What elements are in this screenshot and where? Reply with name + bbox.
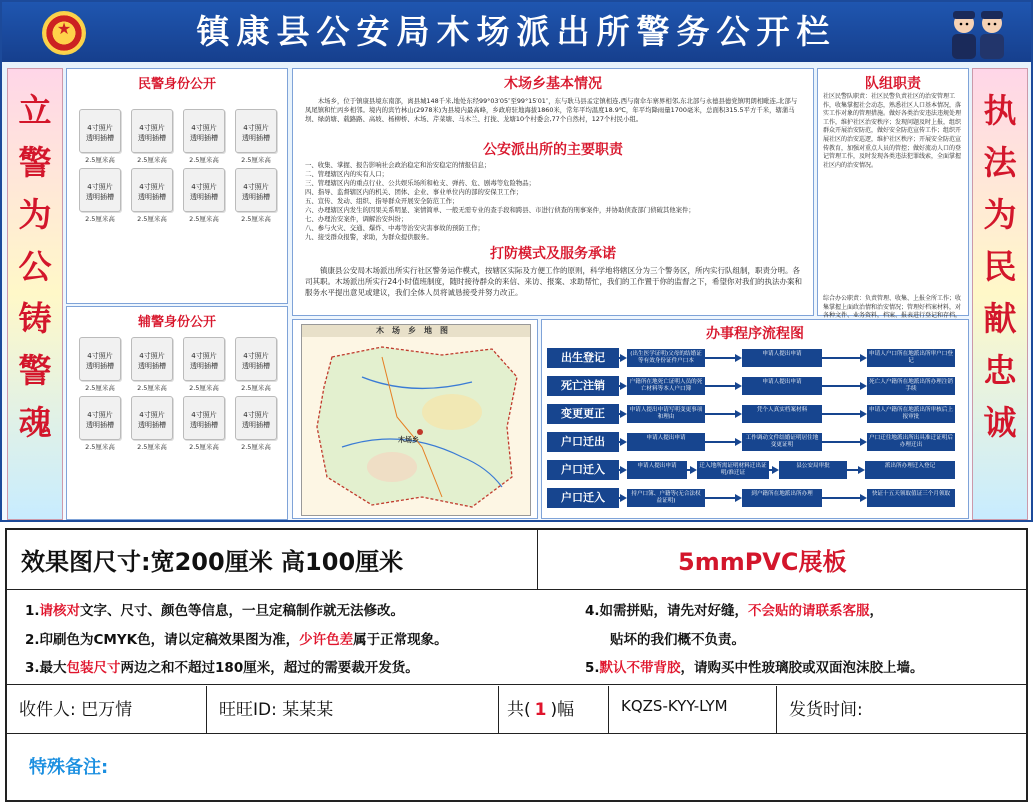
police-identity-panel [66, 68, 288, 304]
photo-placeholder [131, 396, 173, 440]
arrow-right-icon [620, 494, 627, 502]
flow-connector [822, 357, 860, 359]
slogan-char: 执 [983, 91, 1017, 130]
duty-item: 四、指导、监督辖区内的机关、团体、企业、事业单位内的部的安保卫工作； [305, 188, 523, 196]
arrow-right-icon [690, 466, 697, 474]
slogan-char: 公 [18, 247, 52, 286]
arrow-right-icon [860, 494, 867, 502]
duty-item: 九、接受群众报警，求助，为群众提供服务。 [305, 233, 433, 241]
flow-row [547, 432, 963, 452]
photo-placeholder [79, 109, 121, 153]
slogan-char: 诚 [983, 403, 1017, 442]
flow-connector [705, 497, 735, 499]
flow-step: (出生医学证明)父母的结婚证等有效身份证件户口本 [627, 349, 705, 367]
photo-slot [179, 337, 229, 392]
arrow-right-icon [620, 438, 627, 446]
map-township-label: 木场乡 [398, 436, 419, 444]
flow-step: 持户口簿、户籍等(无合法权益证明) [627, 489, 705, 507]
team-title: 队组职责 [865, 76, 921, 92]
flow-step: 申请人提出申请 [627, 461, 687, 479]
township-map [302, 337, 530, 515]
duty-item: 六、办理辖区内发生的因果关系明显、案情简单、一般无需专业的查手段和跨县、市进行侦查的刑事案件，并协助侦查部门侦破其他案件； [305, 206, 695, 214]
photo-line-2: 透明插槽 [86, 421, 114, 429]
police-photo-grid [75, 109, 281, 223]
slogan-char: 魂 [18, 403, 52, 442]
photo-slot [75, 168, 125, 223]
flow-step: 户籍所在地死亡证明人员的死亡材料等本人户口簿 [627, 377, 705, 395]
photo-size: 2.5厘米高 [85, 443, 115, 451]
ship-time: 发货时间: [789, 700, 863, 720]
photo-slot [231, 337, 281, 392]
flow-label: 出生登记 [547, 348, 619, 368]
divider [537, 530, 538, 590]
photo-slot [75, 109, 125, 164]
photo-line-1: 4寸照片 [139, 183, 165, 191]
photo-line-2: 透明插槽 [242, 193, 270, 201]
photo-slot [231, 109, 281, 164]
duty-list [305, 161, 803, 242]
flow-connector [705, 385, 735, 387]
recipient: 收件人: 巴万情 [7, 686, 207, 734]
photo-line-2: 透明插槽 [86, 193, 114, 201]
photo-size: 2.5厘米高 [241, 215, 271, 223]
note-highlight: 不会贴的请联系客服 [748, 603, 870, 619]
photo-slot [179, 168, 229, 223]
order-code: KQZS-KYY-LYM [609, 686, 777, 734]
wangwang-id: 旺旺ID: 某某某 [207, 686, 499, 734]
promise-title: 打防模式及服务承诺 [490, 246, 616, 262]
photo-line-2: 透明插槽 [138, 421, 166, 429]
photo-size: 2.5厘米高 [85, 384, 115, 392]
note-highlight: 包装尺寸 [66, 660, 121, 676]
duties-title: 公安派出所的主要职责 [483, 142, 623, 158]
photo-line-2: 透明插槽 [242, 134, 270, 142]
flow-label: 户口迁入 [547, 460, 619, 480]
photo-slot [75, 396, 125, 451]
arrow-right-icon [620, 466, 627, 474]
note-5 [585, 656, 924, 676]
flow-label: 变更更正 [547, 404, 619, 424]
photo-line-1: 4寸照片 [87, 411, 113, 419]
photo-size: 2.5厘米高 [189, 156, 219, 164]
flow-step: 申请人提出申请 [627, 433, 705, 451]
aux-identity-title: 辅警身份公开 [137, 315, 216, 330]
arrow-right-icon [860, 410, 867, 418]
flow-connector [822, 413, 860, 415]
photo-line-2: 透明插槽 [138, 134, 166, 142]
slogan-char: 铸 [18, 299, 52, 338]
photo-placeholder [79, 168, 121, 212]
photo-placeholder [131, 109, 173, 153]
duty-item: 二、管理辖区内的实有人口； [305, 170, 389, 178]
photo-size: 2.5厘米高 [189, 215, 219, 223]
slogan-char: 警 [18, 351, 52, 390]
photo-line-1: 4寸照片 [87, 124, 113, 132]
duty-item: 八、参与火灾、交通、爆炸、中毒等治安灾害事故的预防工作； [305, 224, 484, 232]
photo-line-1: 4寸照片 [139, 411, 165, 419]
photo-slot [127, 109, 177, 164]
flow-step: 迁入地所需证明材料迁出证明/准迁证 [697, 461, 769, 479]
notes [7, 591, 1026, 685]
arrow-right-icon [620, 354, 627, 362]
arrow-right-icon [858, 466, 865, 474]
photo-placeholder [131, 168, 173, 212]
flow-row [547, 488, 963, 508]
flow-step: 申请人提出申请写明变更事项和理由 [627, 405, 705, 423]
flow-panel [541, 319, 969, 519]
photo-line-1: 4寸照片 [243, 411, 269, 419]
slogan-char: 法 [983, 143, 1017, 182]
arrow-right-icon [735, 410, 742, 418]
flow-step: 凭个人真实档案材料 [742, 405, 822, 423]
slogan-char: 民 [983, 247, 1017, 286]
photo-slot [179, 396, 229, 451]
arrow-right-icon [620, 410, 627, 418]
flow-step: 县公安局审批 [779, 461, 847, 479]
flow-step: 户口迁往地派出所出具准迁证明后办理迁出 [867, 433, 955, 451]
note-text: 4.如需拼贴，请先对好缝， [585, 603, 749, 619]
photo-line-1: 4寸照片 [191, 124, 217, 132]
aux-photo-grid [75, 337, 281, 451]
photo-line-1: 4寸照片 [243, 124, 269, 132]
note-highlight: 请核对 [39, 603, 81, 619]
photo-line-1: 4寸照片 [87, 352, 113, 360]
flow-row [547, 460, 963, 480]
team-text-1: 社区民警队职责：社区民警负责社区的治安管理工作，收集掌握社会动态，熟悉社区人口基本情况，落实工作对象的管理措施。做好各类治安违法违规处理工作，维护社区治安秩序；发现问题及时上报，组织群众开展治安防范，做好安全防范宣传工作；组织开展社区的治安巡逻，维护社区秩序；开展安全防范宣传教育，加强对重点人员的管控；做好流动人口的登记管理工作，及时发现各类违法犯罪线索，全面掌握社区内的治安情况。 [823, 93, 962, 169]
copy-count [499, 686, 609, 734]
slogan-char: 警 [18, 143, 52, 182]
photo-line-2: 透明插槽 [138, 362, 166, 370]
duty-item: 七、办理治安案件，调解治安纠纷； [305, 215, 408, 223]
flow-step: 快证十五天领取值证三个月领取 [867, 489, 955, 507]
photo-slot [231, 168, 281, 223]
slogan-char: 忠 [983, 351, 1017, 390]
photo-slot [231, 396, 281, 451]
remark-row [7, 735, 1026, 800]
note-1 [25, 599, 404, 619]
arrow-right-icon [735, 354, 742, 362]
arrow-right-icon [735, 494, 742, 502]
photo-placeholder [235, 337, 277, 381]
photo-size: 2.5厘米高 [241, 384, 271, 392]
flow-step: 到户籍所在地派出所办理 [742, 489, 822, 507]
police-identity-title: 民警身份公开 [137, 77, 216, 92]
photo-placeholder [183, 109, 225, 153]
map-title: 木场乡地图 [302, 325, 530, 337]
photo-line-2: 透明插槽 [138, 193, 166, 201]
photo-line-1: 4寸照片 [191, 352, 217, 360]
note-text: 2.印刷色为CMYK色，请以定稿效果图为准， [25, 632, 300, 648]
order-info [5, 528, 1028, 802]
photo-size: 2.5厘米高 [189, 384, 219, 392]
photo-line-1: 4寸照片 [139, 352, 165, 360]
material-spec: 5mmPVC展板 [678, 548, 847, 576]
flow-row [547, 376, 963, 396]
photo-size: 2.5厘米高 [137, 384, 167, 392]
count-suffix: )幅 [550, 700, 575, 720]
photo-line-1: 4寸照片 [139, 124, 165, 132]
flow-title: 办事程序流程图 [706, 326, 804, 342]
map-area [301, 324, 531, 516]
note-text: 5. [585, 660, 600, 676]
photo-size: 2.5厘米高 [189, 443, 219, 451]
note-highlight: 少许色差 [299, 632, 354, 648]
note-3 [25, 656, 419, 676]
photo-line-2: 透明插槽 [190, 362, 218, 370]
flow-connector [705, 413, 735, 415]
photo-placeholder [183, 337, 225, 381]
note-text: 3.最大 [25, 660, 67, 676]
left-slogan [7, 68, 63, 520]
photo-line-1: 4寸照片 [243, 352, 269, 360]
flow-label: 死亡注销 [547, 376, 619, 396]
slogan-char: 立 [18, 91, 52, 130]
photo-line-2: 透明插槽 [190, 134, 218, 142]
flow-connector [822, 385, 860, 387]
note-2 [25, 628, 448, 648]
photo-slot [75, 337, 125, 392]
photo-placeholder [183, 396, 225, 440]
basic-title: 木场乡基本情况 [504, 76, 602, 92]
photo-size: 2.5厘米高 [85, 215, 115, 223]
banner-title: 镇康县公安局木场派出所警务公开栏 [196, 12, 837, 51]
photo-placeholder [131, 337, 173, 381]
spec-row [7, 530, 1026, 590]
flow-label: 户口迁出 [547, 432, 619, 452]
note-text: 1. [25, 603, 40, 619]
flow-step: 申请人户籍所在地派出所审核后上报审批 [867, 405, 955, 423]
order-row [7, 686, 1026, 734]
note-4-cont: 贴坏的我们概不负责。 [610, 632, 745, 648]
note-text: 两边之和不超过180厘米，超过的需要裁开发货。 [120, 660, 419, 676]
promise-text: 镇康县公安局木场派出所实行社区警务运作模式，按辖区实际及方便工作的原则，科学地将辖区分为三个警务区，所内实行队组制，职责分明。各司其职。木场派出所实行24小时值班制度，随时接待群众的来信、来访、报案、求助帮忙，我们的工作置于你的监督之下，希望你对我们的执法办案和服务水平提出意见或建议，我们全体人员将诚恳接受并努力改正。 [305, 266, 803, 297]
photo-line-2: 透明插槽 [86, 134, 114, 142]
team-panel [817, 68, 969, 320]
photo-line-1: 4寸照片 [87, 183, 113, 191]
arrow-right-icon [772, 466, 779, 474]
flow-row [547, 348, 963, 368]
flow-connector [847, 469, 858, 471]
photo-slot [127, 337, 177, 392]
basic-text: 木场乡，位于镇康县境东南部，离县城148千米,地处东经99°03′05″至99°15′01″，东与耿马县孟定镇相连,西与南伞车寨界相邻,东北部与永德县德党镇明朗相毗连,北部与凤尾镇和忙丙乡相邻。境内的宾竹林山(2978米)为县境内最高峰，乡政府驻地海拔1860米，常年平均温度18.9℃，年平均降雨量1700毫米，总面积315.5平方千米，辖蒲马坝、绿荫塘、载路路、高坡、杨柳桥、木场、芹菜塘、马木兰、打拢、龙塘10个村委会,77个自然村，127个村民小组。 [305, 97, 798, 123]
note-text: 文字、尺寸、颜色等信息，一旦定稿制作就无法修改。 [80, 603, 405, 619]
slogan-char: 为 [18, 195, 52, 234]
photo-size: 2.5厘米高 [137, 215, 167, 223]
photo-size: 2.5厘米高 [85, 156, 115, 164]
duty-item: 一、收集、掌握、报告影响社会政治稳定和治安稳定的情报信息； [305, 161, 491, 169]
photo-placeholder [183, 168, 225, 212]
flow-connector [822, 497, 860, 499]
photo-size: 2.5厘米高 [137, 443, 167, 451]
map-panel [292, 319, 538, 519]
arrow-right-icon [620, 382, 627, 390]
note-4 [585, 599, 883, 619]
photo-size: 2.5厘米高 [241, 156, 271, 164]
photo-placeholder [235, 168, 277, 212]
photo-slot [179, 109, 229, 164]
flow-step: 工作调动文件结婚证明居住地变更证明 [742, 433, 822, 451]
note-highlight: 默认不带背胶 [599, 660, 681, 676]
photo-size: 2.5厘米高 [137, 156, 167, 164]
photo-line-1: 4寸照片 [191, 411, 217, 419]
flow-step: 死亡人户籍所在地派出所办理注销手续 [867, 377, 955, 395]
slogan-char: 献 [983, 299, 1017, 338]
banner [2, 2, 1031, 62]
arrow-right-icon [860, 438, 867, 446]
flow-connector [822, 441, 860, 443]
info-panel [292, 68, 814, 316]
flow-connector [705, 357, 735, 359]
right-slogan [972, 68, 1028, 520]
photo-line-2: 透明插槽 [242, 362, 270, 370]
note-text: ，请购买中性玻璃胶或双面泡沫胶上墙。 [680, 660, 924, 676]
slogan-char: 为 [983, 195, 1017, 234]
photo-placeholder [235, 109, 277, 153]
photo-line-2: 透明插槽 [86, 362, 114, 370]
team-text-2: 综合办公职责：负责管理、收集、上报全所工作；收集掌握上面政治情和治安情况；管理好档案材料，对各种文件、业务资料，档案、报表进行登记和存档， [823, 295, 962, 320]
photo-placeholder [235, 396, 277, 440]
note-text: 属于正常现象。 [353, 632, 448, 648]
photo-slot [127, 168, 177, 223]
photo-size: 2.5厘米高 [241, 443, 271, 451]
arrow-right-icon [735, 382, 742, 390]
photo-line-1: 4寸照片 [243, 183, 269, 191]
police-officers-icon [944, 7, 1014, 59]
duty-item: 三、管理辖区内的重点行业、公共娱乐场所和枪支、弹药、危、剧毒等危险物品； [305, 179, 536, 187]
photo-line-2: 透明插槽 [190, 193, 218, 201]
photo-placeholder [79, 396, 121, 440]
arrow-right-icon [735, 438, 742, 446]
flow-label: 户口迁入 [547, 488, 619, 508]
photo-line-2: 透明插槽 [190, 421, 218, 429]
arrow-right-icon [860, 382, 867, 390]
flow-step: 申请人提出申请 [742, 377, 822, 395]
size-spec: 效果图尺寸:宽200厘米 高100厘米 [21, 548, 404, 576]
photo-line-1: 4寸照片 [191, 183, 217, 191]
photo-placeholder [79, 337, 121, 381]
duty-item: 五、宣传、发动、组织、指导群众开展安全防范工作； [305, 197, 459, 205]
count-value: 1 [534, 700, 547, 720]
flow-row [547, 404, 963, 424]
aux-identity-panel [66, 306, 288, 520]
photo-slot [127, 396, 177, 451]
flow-connector [705, 441, 735, 443]
photo-line-2: 透明插槽 [242, 421, 270, 429]
flow-step: 派出所办理迁入登记 [865, 461, 955, 479]
special-remark: 特殊备注: [29, 757, 109, 778]
count-prefix: 共( [507, 700, 531, 720]
flow-step: 申请人提出申请 [742, 349, 822, 367]
note-text: ， [869, 603, 884, 619]
arrow-right-icon [860, 354, 867, 362]
flow-step: 申请人户口所在地派出所审户口登记 [867, 349, 955, 367]
